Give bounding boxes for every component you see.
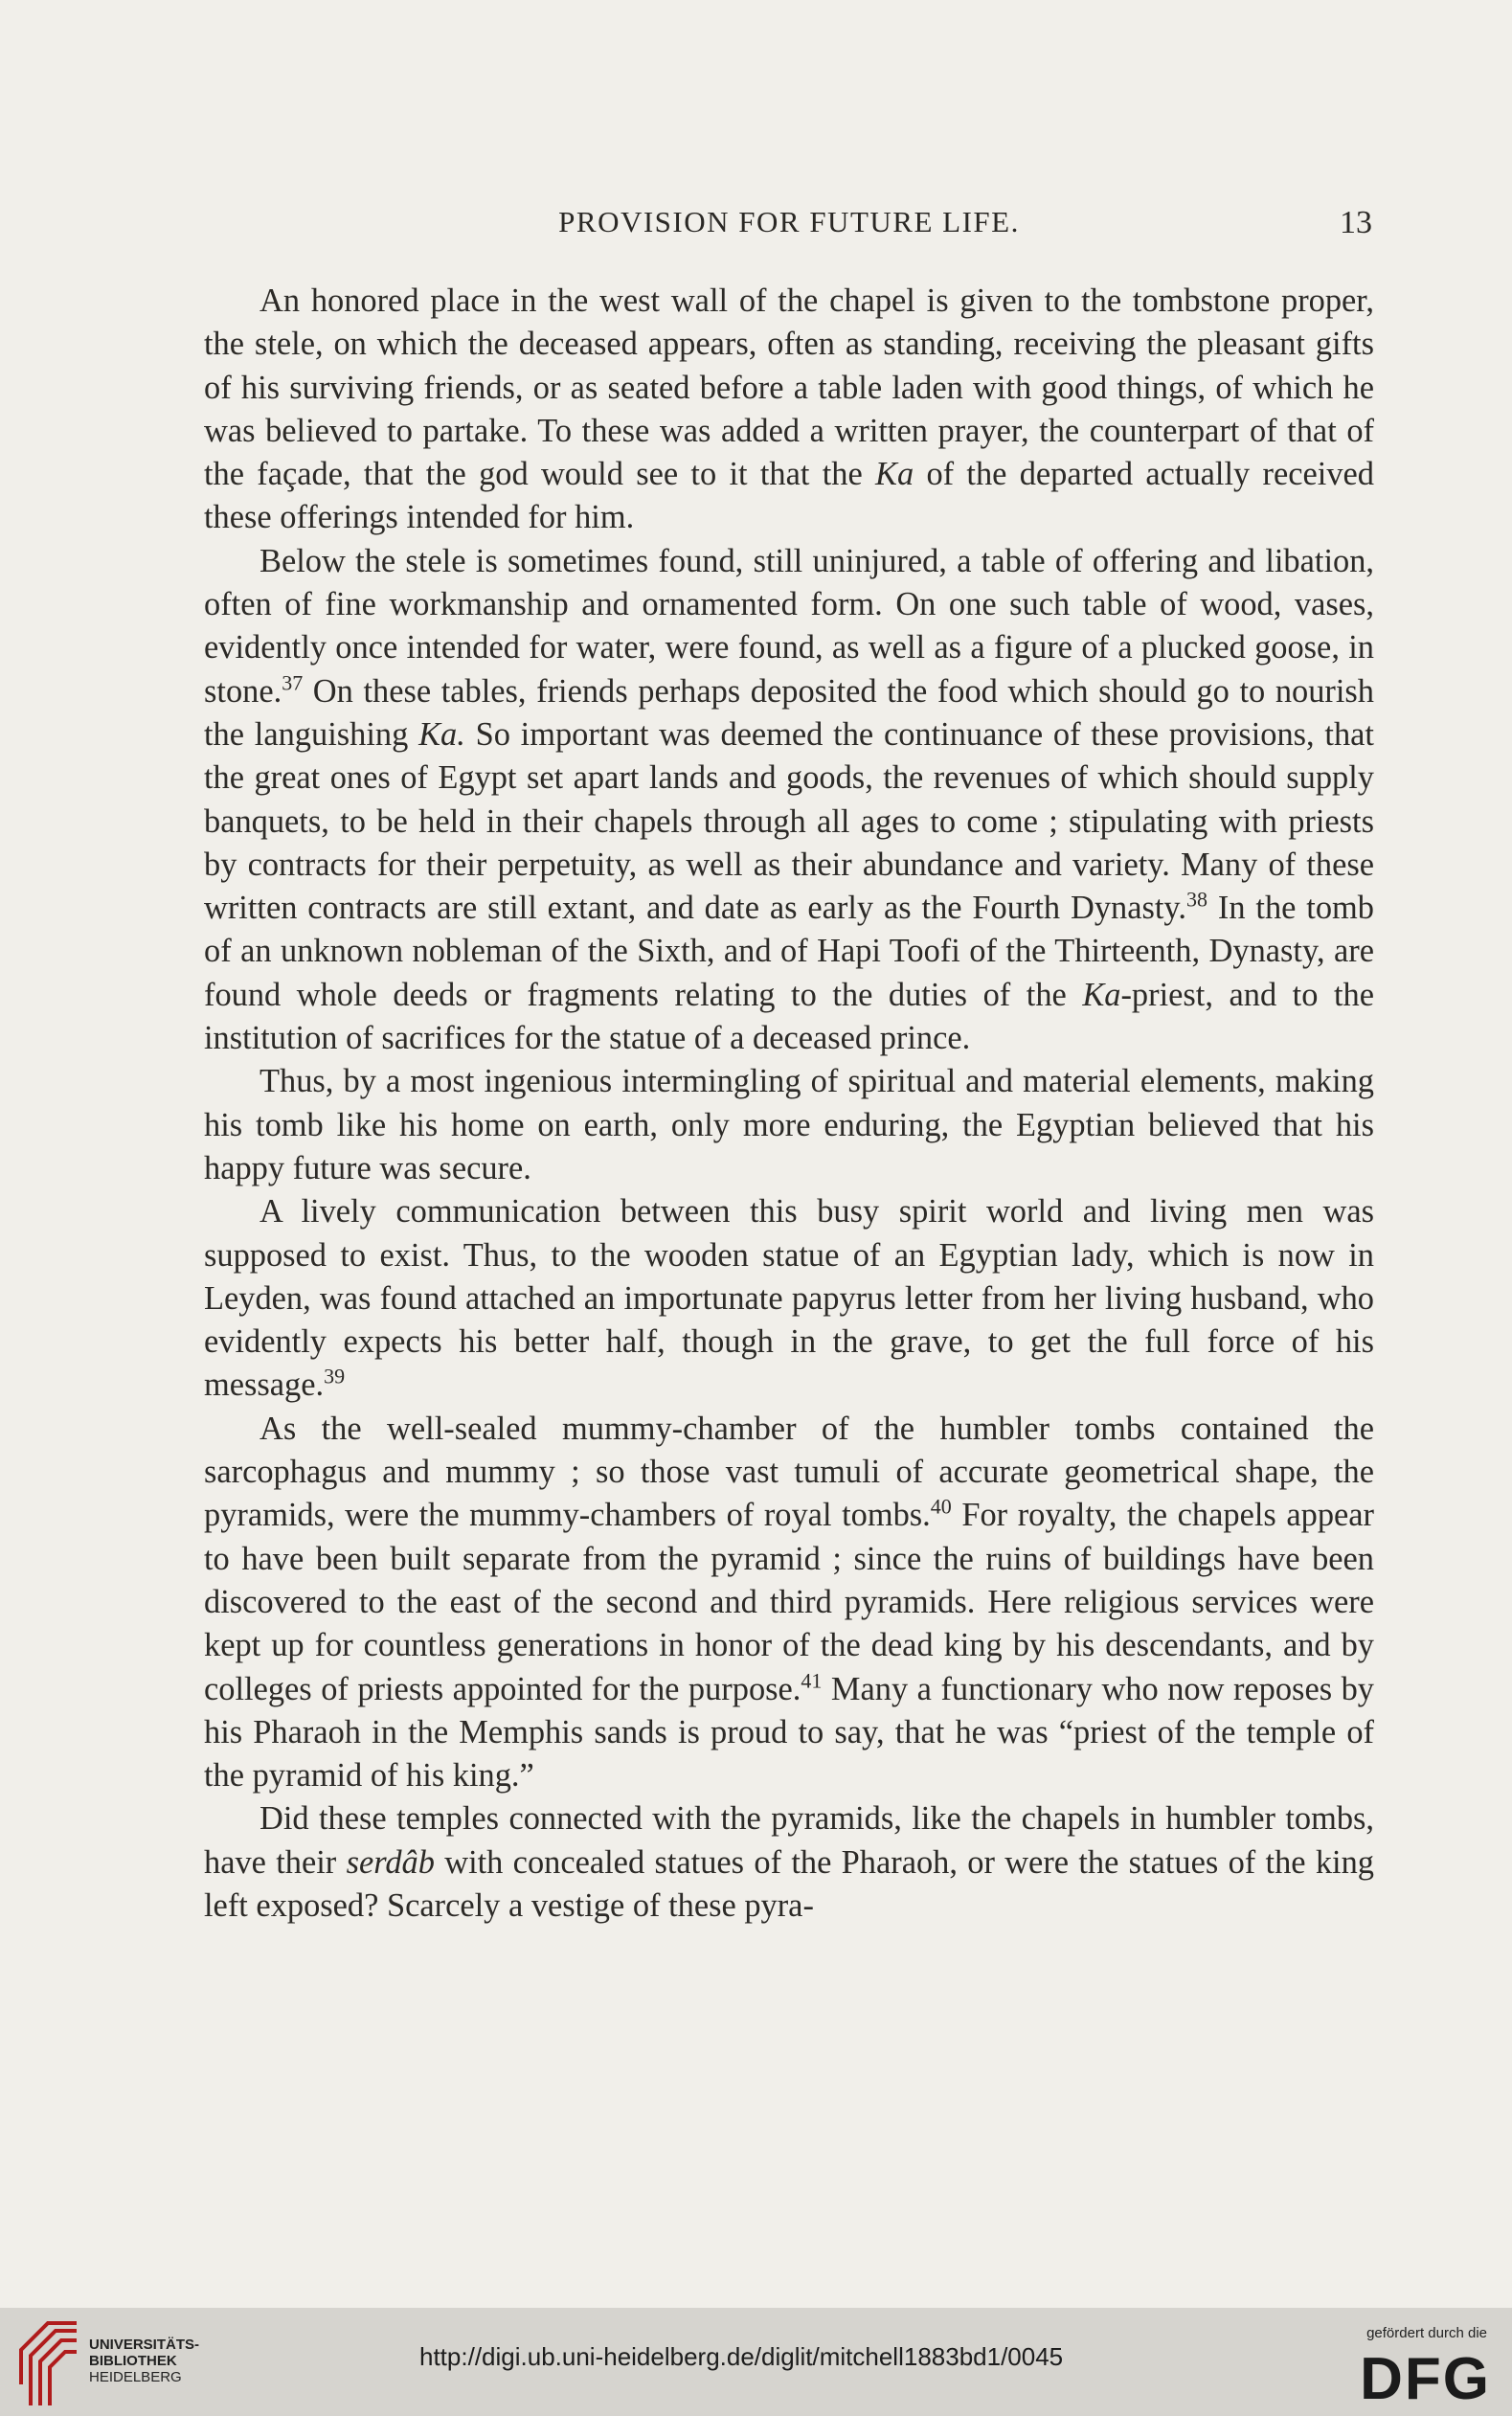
paragraph-text: with concealed statues of the Pharaoh, or were the statues of the king left exposed? Scarcely a vestige of these pyra-	[204, 1843, 1375, 1924]
paragraph-text: Did these temples connected with the pyramids, like the chapels in humbler tombs, have their	[204, 1800, 1374, 1881]
footnote-reference: 39	[324, 1364, 346, 1389]
paragraph	[204, 1190, 1374, 1407]
paragraph	[204, 1060, 1374, 1190]
footer-bar	[0, 2308, 1512, 2416]
italic-text: Ka	[875, 456, 914, 493]
library-name	[89, 2337, 199, 2385]
paragraph-text: -priest, and to the institution of sacrifices for the statue of a deceased prince.	[204, 976, 1374, 1057]
paragraph	[204, 1408, 1374, 1798]
paragraph-text: On these tables, friends perhaps deposited the food which should go to nourish the languishing	[204, 672, 1374, 753]
italic-text: serdâb	[346, 1843, 435, 1881]
paragraph	[204, 540, 1374, 1061]
body-text	[204, 280, 1374, 1928]
italic-text: Ka	[1082, 976, 1121, 1013]
library-name-line: HEIDELBERG	[89, 2369, 182, 2385]
paragraph-text: Below the stele is sometimes found, still uninjured, a table of offering and libation, often of fine workmanship and ornamented form. On one such table of wood, vases, evidently once intended for water, were found, as well as a figure of a plucked goose, in stone.	[204, 542, 1374, 710]
footnote-reference: 41	[801, 1668, 823, 1693]
paragraph	[204, 280, 1374, 540]
permalink-url[interactable]: http://digi.ub.uni-heidelberg.de/diglit/mitchell1883bd1/0045	[419, 2342, 1064, 2371]
funder-caption: gefördert durch die	[1366, 2325, 1487, 2341]
footnote-reference: 37	[282, 670, 304, 695]
paragraph-text: An honored place in the west wall of the chapel is given to the tombstone proper, the stele, on which the deceased appears, often as standing, receiving the pleasant gifts of his surviving friends, or as seated before a table laden with good things, of which he was believed to partake. To these was added a written prayer, the counterpart of that of the façade, that the god would see to it that the	[204, 282, 1374, 493]
page-header	[206, 205, 1372, 253]
library-name-line: BIBLIOTHEK	[89, 2353, 177, 2369]
paragraph-text: Many a functionary who now reposes by his Pharaoh in the Memphis sands is proud to say, that he was “priest of the temple of the pyramid of his king.”	[204, 1670, 1374, 1795]
paragraph-text: A lively communication between this busy spirit world and living men was supposed to exist. Thus, to the wooden statue of an Egyptian lady, which is now in Leyden, was found attached an importunate papyrus letter from her living husband, who evidently expects his better half, though in the grave, to get the full force of his message.	[204, 1193, 1374, 1404]
running-head: PROVISION FOR FUTURE LIFE.	[558, 205, 1020, 238]
italic-text: Ka.	[418, 715, 465, 753]
paragraph-text: So important was deemed the continuance of these provisions, that the great ones of Egypt set apart lands and goods, the revenues of which should supply banquets, to be held in their chapels through all ages to come ; stipulating with priests by contracts for their perpetuity, as well as their abundance and variety. Many of these written contracts are still extant, and date as early as the Fourth Dynasty.	[204, 715, 1374, 927]
paragraph-text: In the tomb of an unknown nobleman of the Sixth, and of Hapi Toofi of the Thirteenth, Dynasty, are found whole deeds or fragments relating to the duties of the	[204, 890, 1374, 1013]
footnote-reference: 40	[930, 1494, 952, 1519]
paragraph-text: As the well-sealed mummy-chamber of the humbler tombs contained the sarcophagus and mummy ; so those vast tumuli of accurate geometrical shape, the pyramids, were the mummy-chambers of royal tombs.	[204, 1410, 1374, 1534]
paragraph-text: Thus, by a most ingenious intermingling of spiritual and material elements, making his tomb like his home on earth, only more enduring, the Egyptian believed that his happy future was secure.	[204, 1063, 1374, 1186]
footnote-reference: 38	[1186, 887, 1207, 912]
dfg-logo-icon: DFG	[1360, 2346, 1491, 2412]
page-number: 13	[1340, 205, 1372, 240]
paragraph	[204, 1797, 1374, 1928]
university-library-logo-icon	[10, 2317, 86, 2408]
library-name-line: UNIVERSITÄTS-	[89, 2337, 200, 2353]
paragraph-text: For royalty, the chapels appear to have been built separate from the pyramid ; since the ruins of buildings have been discovered to the east of the second and third pyramids. Here religious services were kept up for countless generations in honor of the dead king by his descendants, and by colleges of priests appointed for the purpose.	[204, 1497, 1374, 1707]
paragraph-text: of the departed actually received these offerings intended for him.	[204, 456, 1374, 536]
